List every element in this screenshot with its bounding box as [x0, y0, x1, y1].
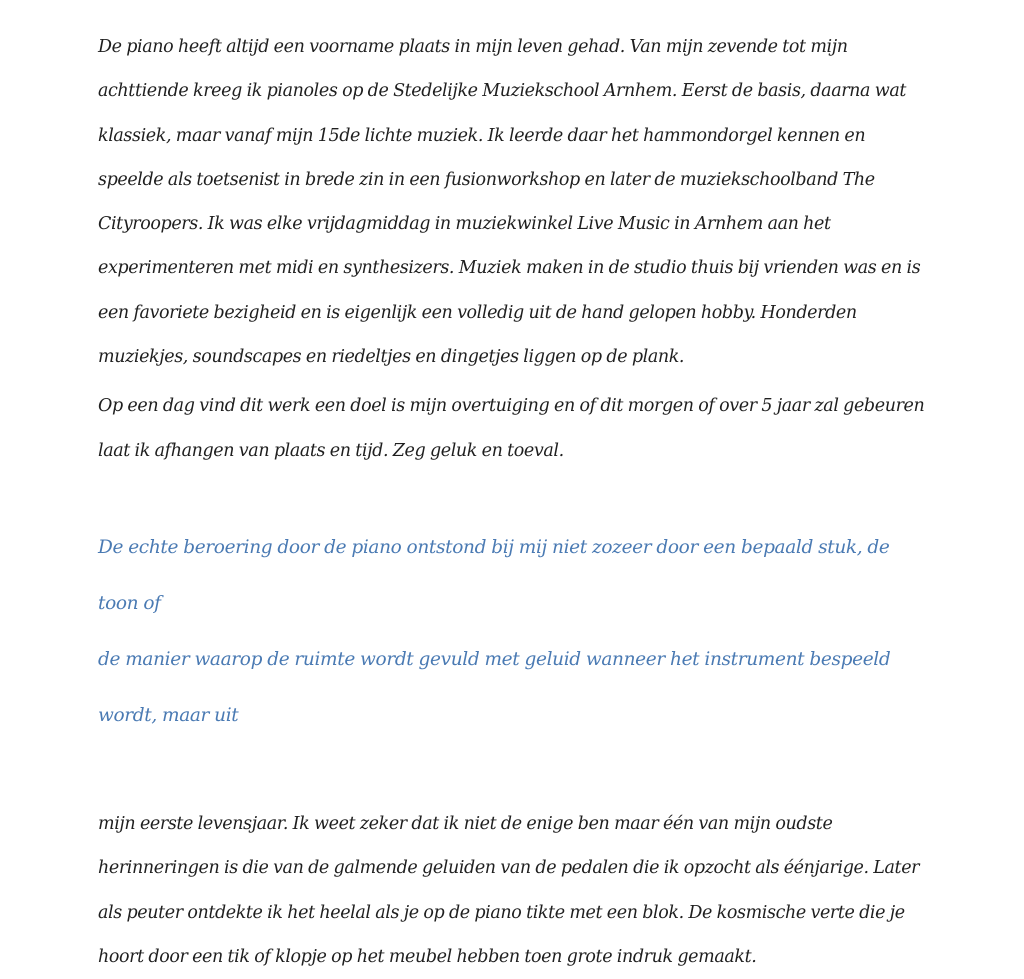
document-page	[98, 25, 928, 979]
closing-paragraph: mijn eerste levensjaar. Ik weet zeker dat ik niet de enige ben maar één van mijn oudste herinneringen is die van de galmende geluiden van de pedalen die ik opzocht als éénjarige. Later als peuter ontdekte ik het heelal als je op de piano tikte met een blok. De kosmische verte die je hoort door een tik of klopje op het meubel hebben toen grote indruk gemaakt.	[98, 813, 920, 967]
highlight-quote	[98, 520, 928, 744]
second-paragraph: Op een dag vind dit werk een doel is mijn overtuiging en of dit morgen of over 5 jaar zal gebeuren laat ik afhangen van plaats en tijd. Zeg geluk en toeval.	[98, 396, 925, 461]
quote-line-2: de manier waarop de ruimte wordt gevuld met geluid wanneer het instrument bespeeld wordt, maar uit	[98, 648, 891, 726]
intro-paragraph: De piano heeft altijd een voorname plaats in mijn leven gehad. Van mijn zevende tot mijn achttiende kreeg ik pianoles op de Stedelijke Muziekschool Arnhem. Eerst de basis, daarna wat klassiek, maar vanaf mijn 15de lichte muziek. Ik leerde daar het hammondorgel kennen en speelde als toetsenist in brede zin in een fusionworkshop en later de muziekschoolband The Cityroopers. Ik was elke vrijdagmiddag in muziekwinkel Live Music in Arnhem aan het experimenteren met midi en synthesizers. Muziek maken in de studio thuis bij vrienden was en is een favoriete bezigheid en is eigenlijk een volledig uit de hand gelopen hobby. Honderden muziekjes, soundscapes en riedeltjes en dingetjes liggen op de plank.	[98, 37, 921, 368]
quote-line-1: De echte beroering door de piano ontstond bij mij niet zozeer door een bepaald stuk, de toon of	[98, 536, 890, 614]
